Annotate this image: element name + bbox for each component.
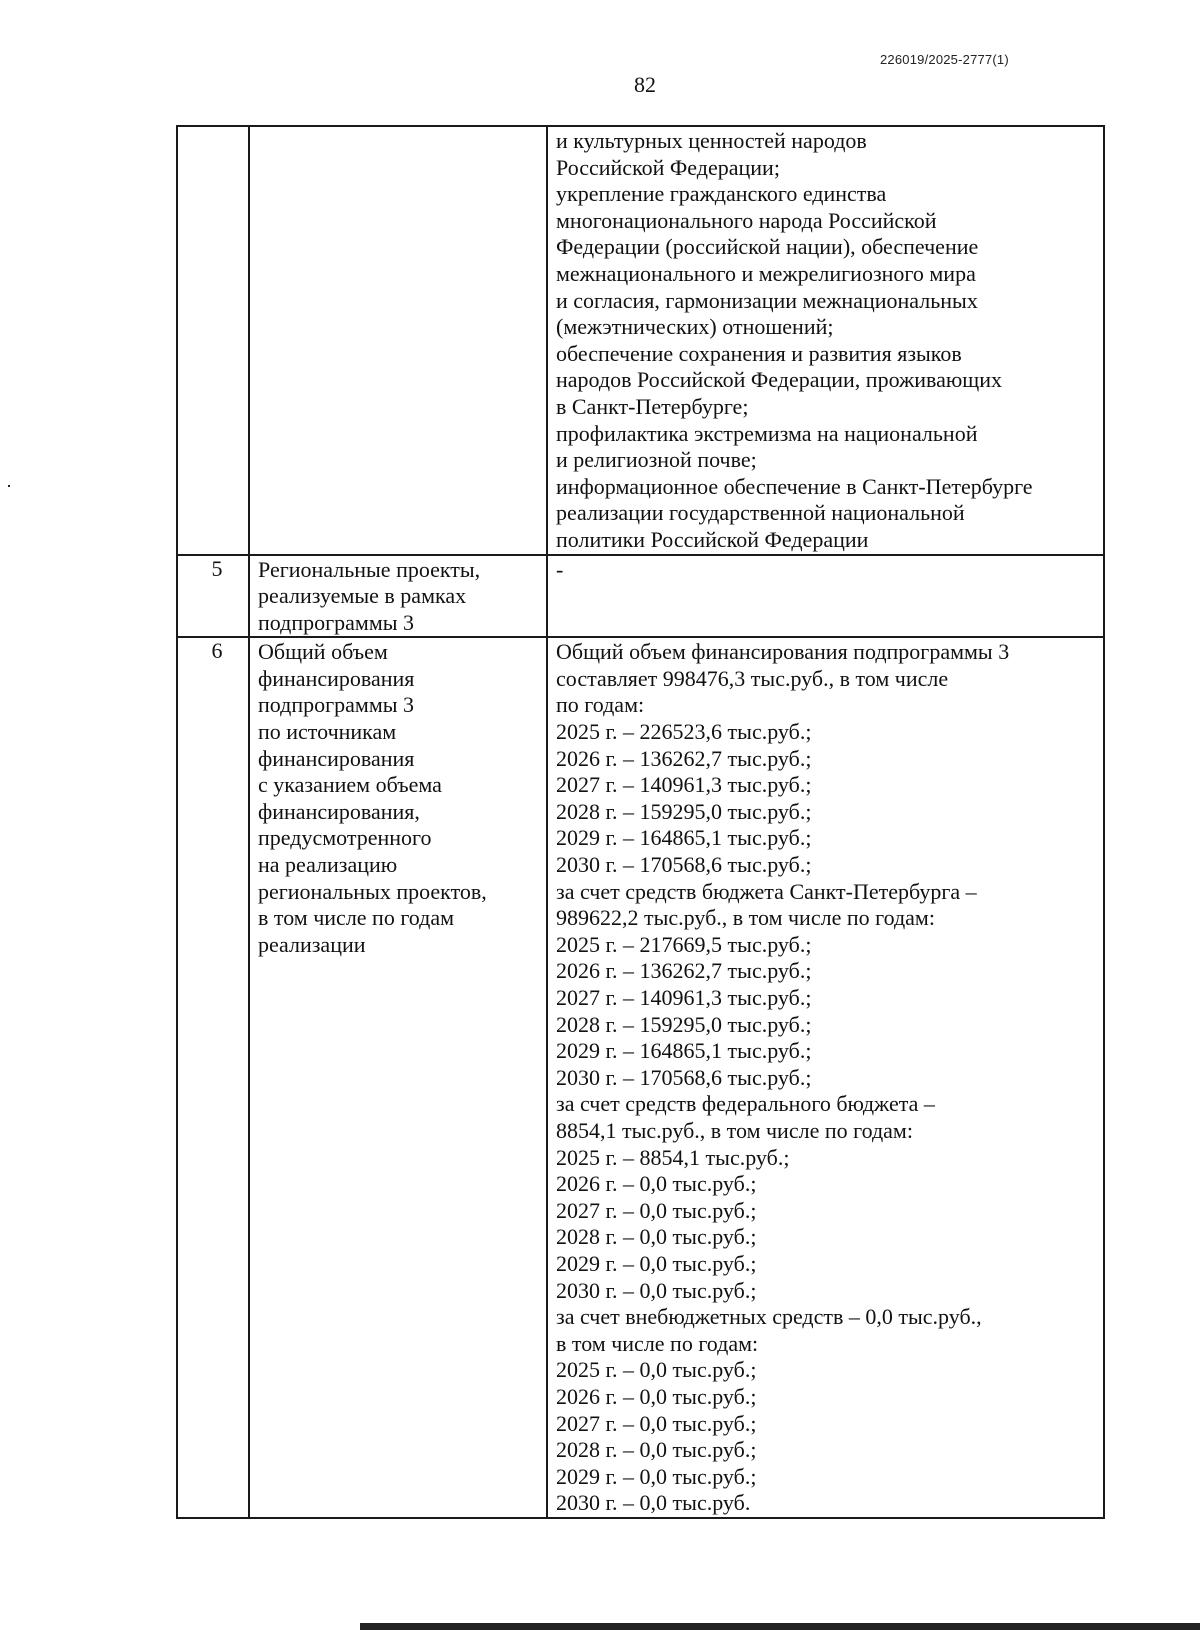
parameter-value-line: в том числе по годам: bbox=[556, 1330, 759, 1356]
parameter-name-line: с указанием объема bbox=[258, 772, 442, 798]
parameter-value-line: за счет средств бюджета Санкт-Петербурга – bbox=[556, 878, 977, 904]
parameter-value-line: 2030 г. – 0,0 тыс.руб.; bbox=[556, 1277, 757, 1303]
parameter-value-line: 2025 г. – 226523,6 тыс.руб.; bbox=[556, 719, 812, 745]
parameter-value-line: по годам: bbox=[556, 692, 645, 718]
parameter-value-line: 2027 г. – 0,0 тыс.руб.; bbox=[556, 1197, 757, 1223]
parameter-value-line: 2028 г. – 0,0 тыс.руб.; bbox=[556, 1224, 757, 1250]
parameter-value-line: за счет внебюджетных средств – 0,0 тыс.руб., bbox=[556, 1304, 982, 1330]
parameter-value-line: составляет 998476,3 тыс.руб., в том числе bbox=[556, 665, 949, 691]
parameter-value-line: за счет средств федерального бюджета – bbox=[556, 1091, 935, 1117]
parameter-value-line: многонационального народа Российской bbox=[556, 207, 937, 233]
parameter-value-line: 2030 г. – 170568,6 тыс.руб.; bbox=[556, 1064, 812, 1090]
parameter-value-line: профилактика экстремизма на национальной bbox=[556, 420, 978, 446]
passport-table bbox=[176, 125, 1105, 1519]
parameter-value-line: 2029 г. – 164865,1 тыс.руб.; bbox=[556, 825, 812, 851]
row-number-cell: 5 bbox=[177, 555, 249, 638]
parameter-value-line: Федерации (российской нации), обеспечение bbox=[556, 234, 979, 260]
parameter-name-cell bbox=[249, 555, 547, 638]
parameter-value-cell bbox=[547, 637, 1104, 1518]
parameter-value-line: 2030 г. – 170568,6 тыс.руб.; bbox=[556, 852, 812, 878]
parameter-value-cell bbox=[547, 126, 1104, 555]
row-number-cell bbox=[177, 126, 249, 555]
parameter-name-line: на реализацию bbox=[258, 852, 398, 878]
parameter-value-line: 2029 г. – 164865,1 тыс.руб.; bbox=[556, 1038, 812, 1064]
parameter-value-line: обеспечение сохранения и развития языков bbox=[556, 340, 962, 366]
parameter-value-line: 2026 г. – 0,0 тыс.руб.; bbox=[556, 1383, 757, 1409]
parameter-value-line: и культурных ценностей народов bbox=[556, 128, 867, 153]
parameter-name-line: предусмотренного bbox=[258, 825, 432, 851]
table-row bbox=[177, 126, 1104, 555]
parameter-name-line: финансирования, bbox=[258, 798, 420, 824]
parameter-name-line: Региональные проекты, bbox=[258, 556, 481, 582]
parameter-value-line: 2026 г. – 136262,7 тыс.руб.; bbox=[556, 745, 812, 771]
parameter-name-line: Общий объем bbox=[258, 639, 388, 665]
parameter-value-line: 2025 г. – 217669,5 тыс.руб.; bbox=[556, 931, 812, 957]
parameter-name-cell bbox=[249, 637, 547, 1518]
parameter-value-line: 2026 г. – 0,0 тыс.руб.; bbox=[556, 1171, 757, 1197]
parameter-value-line: 2028 г. – 159295,0 тыс.руб.; bbox=[556, 798, 812, 824]
table-row bbox=[177, 637, 1104, 1518]
parameter-value-line: Общий объем финансирования подпрограммы 3 bbox=[556, 639, 1010, 665]
parameter-value-line: 2026 г. – 136262,7 тыс.руб.; bbox=[556, 958, 812, 984]
parameter-name-line: реализации bbox=[258, 931, 366, 957]
parameter-value-line: народов Российской Федерации, проживающих bbox=[556, 367, 1003, 393]
parameter-name-line: подпрограммы 3 bbox=[258, 609, 415, 635]
parameter-value-line: 2027 г. – 140961,3 тыс.руб.; bbox=[556, 985, 812, 1010]
parameter-name-line: реализуемые в рамках bbox=[258, 583, 467, 609]
page-number: 82 bbox=[634, 72, 656, 97]
parameter-value-line: 2025 г. – 0,0 тыс.руб.; bbox=[556, 1357, 757, 1383]
parameter-value-line: 8854,1 тыс.руб., в том числе по годам: bbox=[556, 1117, 913, 1143]
document-registration-number: 226019/2025-2777(1) bbox=[880, 52, 1009, 67]
parameter-name-line: региональных проектов, bbox=[258, 878, 487, 904]
parameter-name-line: финансирования bbox=[258, 745, 415, 771]
parameter-value-line: политики Российской Федерации bbox=[556, 526, 869, 552]
parameter-name-line: по источникам bbox=[258, 719, 397, 745]
parameter-value-line: (межэтнических) отношений; bbox=[556, 314, 834, 340]
parameter-value-line: 2029 г. – 0,0 тыс.руб.; bbox=[556, 1463, 757, 1489]
parameter-value-line: укрепление гражданского единства bbox=[556, 181, 887, 207]
parameter-value-line: 2028 г. – 159295,0 тыс.руб.; bbox=[556, 1011, 812, 1037]
parameter-name-line: финансирования bbox=[258, 665, 415, 691]
scan-edge-mark bbox=[360, 1623, 1200, 1630]
parameter-value-line: 2027 г. – 140961,3 тыс.руб.; bbox=[556, 772, 812, 798]
parameter-value-line: 2025 г. – 8854,1 тыс.руб.; bbox=[556, 1144, 790, 1170]
parameter-value-line: межнационального и межрелигиозного мира bbox=[556, 260, 976, 286]
parameter-value-line: Российской Федерации; bbox=[556, 154, 780, 180]
parameter-value-line: 989622,2 тыс.руб., в том числе по годам: bbox=[556, 905, 935, 931]
parameter-value-line: 2030 г. – 0,0 тыс.руб. bbox=[556, 1490, 751, 1516]
parameter-value-line: 2028 г. – 0,0 тыс.руб.; bbox=[556, 1437, 757, 1463]
parameter-value-line: в Санкт-Петербурге; bbox=[556, 393, 749, 419]
parameter-value-cell bbox=[547, 555, 1104, 638]
passport-table-body bbox=[177, 126, 1104, 1518]
table-row bbox=[177, 555, 1104, 638]
parameter-name-cell bbox=[249, 126, 547, 555]
parameter-value-line: реализации государственной национальной bbox=[556, 500, 965, 526]
parameter-name-line: в том числе по годам bbox=[258, 905, 455, 931]
parameter-name-line: подпрограммы 3 bbox=[258, 692, 415, 718]
parameter-value-line: и религиозной почве; bbox=[556, 447, 757, 473]
scan-speck bbox=[8, 485, 10, 487]
parameter-value-line: и согласия, гармонизации межнациональных bbox=[556, 287, 978, 313]
parameter-value-line: информационное обеспечение в Санкт-Петербурге bbox=[556, 473, 1033, 499]
parameter-value-line: 2027 г. – 0,0 тыс.руб.; bbox=[556, 1410, 757, 1436]
parameter-value-line: - bbox=[556, 556, 564, 582]
row-number-cell: 6 bbox=[177, 637, 249, 1518]
parameter-value-line: 2029 г. – 0,0 тыс.руб.; bbox=[556, 1250, 757, 1276]
